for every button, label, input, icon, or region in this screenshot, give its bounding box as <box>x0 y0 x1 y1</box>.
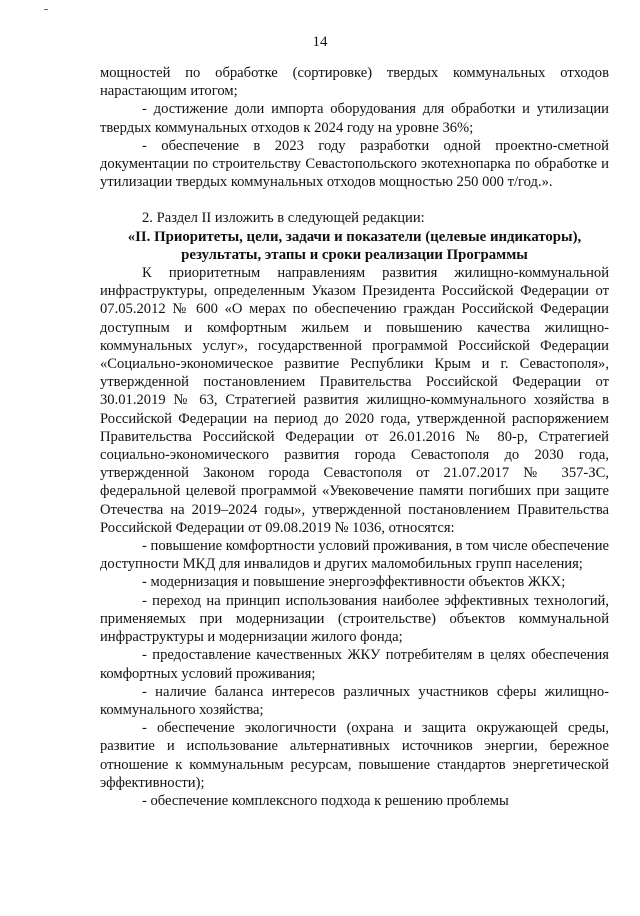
main-paragraph: К приоритетным направлениям развития жилищно-коммунальной инфраструктуры, определенным Указом Президента Российской Федерации от 07.05.2012 № 600 «О мерах по обеспечению граждан Российской Федерации доступным и комфортным жильем и повышению качества жилищно-коммунальных услуг», государственной программой Российской Федерации «Социально-экономическое развитие Республики Крым и г. Севастополя», утвержденной постановлением Правительства Российской Федерации от 30.01.2019 № 63, Стратегией развития жилищно-коммунального хозяйства в Российской Федерации на период до 2020 года, утвержденной распоряжением Правительства Российской Федерации от 26.01.2016 № 80-р, Стратегией социально-экономического развития города Севастополя до 2030 года, утвержденной Законом города Севастополя от 21.07.2017 № 357-ЗС, федеральной целевой программой «Увековечение памяти погибших при защите Отечества на 2019–2024 годы», утвержденной постановлением Правительства Российской Федерации от 09.08.2019 № 1036, относятся: <box>100 265 609 536</box>
paragraph: - достижение доли импорта оборудования для обработки и утилизации твердых коммунальных отходов к 2024 году на уровне 36%; <box>100 101 609 136</box>
bullet-item: - предоставление качественных ЖКУ потребителям в целях обеспечения комфортных условий проживания; <box>100 647 609 682</box>
section-instruction: 2. Раздел II изложить в следующей редакции: <box>142 210 425 227</box>
document-body <box>100 64 609 810</box>
paragraph: - обеспечение в 2023 году разработки одной проектно-сметной документации по строительству Севастопольского экотехнопарка по обработке и утилизации твердых коммунальных отходов мощностью 250 000 т/год.». <box>100 137 609 191</box>
bullet-item: - переход на принцип использования наиболее эффективных технологий, применяемых при модернизации (строительстве) объектов коммунальной инфраструктуры и модернизации жилого фонда; <box>100 592 609 646</box>
bullet-item: - наличие баланса интересов различных участников сферы жилищно-коммунального хозяйства; <box>100 683 609 718</box>
paragraph: мощностей по обработке (сортировке) твердых коммунальных отходов нарастающим итогом; <box>100 65 609 100</box>
scan-mark <box>44 9 48 10</box>
bullet-item: - обеспечение комплексного подхода к решению проблемы <box>142 792 509 809</box>
bullet-item: - обеспечение экологичности (охрана и защита окружающей среды, развитие и использование альтернативных источников энергии, бережное отношение к коммунальным ресурсам, повышение стандартов энергетической эффективности); <box>100 720 609 791</box>
bullet-item: - повышение комфортности условий проживания, в том числе обеспечение доступности МКД для инвалидов и других маломобильных групп населения; <box>100 538 609 573</box>
section-heading-line-1: «II. Приоритеты, цели, задачи и показатели (целевые индикаторы), <box>127 228 582 245</box>
bullet-item: - модернизация и повышение энергоэффективности объектов ЖКХ; <box>142 574 566 591</box>
page-number: 14 <box>312 34 328 50</box>
section-heading-line-2: результаты, этапы и сроки реализации Программы <box>181 246 528 263</box>
